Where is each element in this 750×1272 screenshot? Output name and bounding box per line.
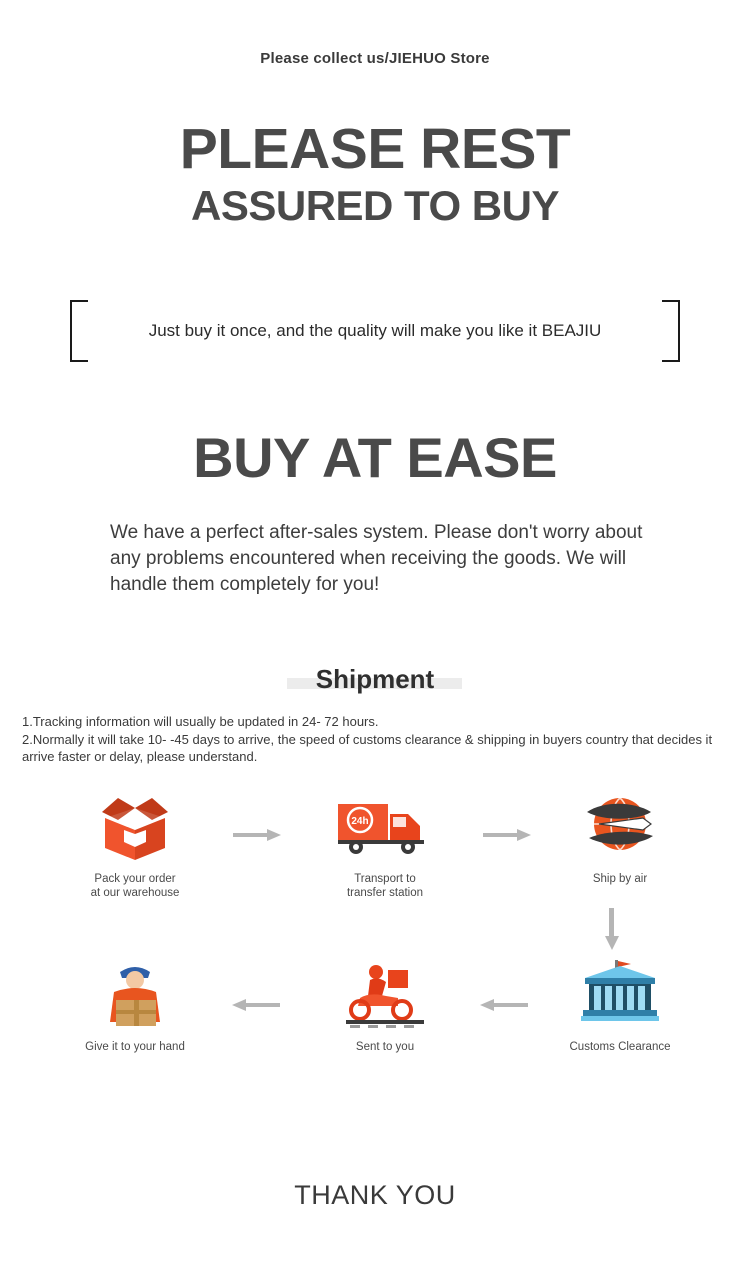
scooter-courier-icon <box>330 958 440 1032</box>
arrow-left-icon <box>232 998 280 1012</box>
flow-step-pack-order <box>40 790 230 900</box>
caption-line-1: Pack your order <box>94 873 176 885</box>
page-title <box>0 118 750 232</box>
flow-step-customs-clearance <box>525 958 715 1054</box>
flow-step-caption <box>40 1040 230 1054</box>
flow-step-give-to-hand <box>40 958 230 1054</box>
page-title-line-1: PLEASE REST <box>179 117 571 181</box>
arrow-down-icon <box>605 908 619 950</box>
arrow-right-icon <box>233 828 281 842</box>
flow-step-sent-to-you <box>290 958 480 1054</box>
caption-line-2: at our warehouse <box>90 887 180 899</box>
flow-step-caption <box>40 872 230 900</box>
caption-line-1: Sent to you <box>355 1041 415 1053</box>
caption-line-1: Transport to <box>354 873 416 885</box>
arrow-left-icon <box>480 998 528 1012</box>
flow-step-caption <box>525 872 715 886</box>
caption-line-1: Give it to your hand <box>85 1041 185 1053</box>
page-title-line-2: ASSURED TO BUY <box>191 182 559 229</box>
shipment-heading <box>0 664 750 695</box>
globe-air-icon <box>565 790 675 864</box>
shipment-flow <box>0 780 750 1080</box>
caption-line-1: Customs Clearance <box>569 1041 671 1053</box>
flow-step-caption <box>290 872 480 900</box>
flow-step-ship-by-air <box>525 790 715 886</box>
svg-text:24h: 24h <box>351 816 369 827</box>
bank-customs-icon <box>565 958 675 1032</box>
open-box-icon <box>80 790 190 864</box>
caption-line-1: Ship by air <box>592 873 648 885</box>
delivery-truck-24h-icon <box>330 790 440 864</box>
flow-step-caption <box>525 1040 715 1054</box>
shipment-notes <box>22 713 728 766</box>
after-sales-paragraph: We have a perfect after-sales system. Please don't worry about any problems encountered when receiving the goods. We will handle them completely for you! <box>110 522 643 595</box>
collect-store-text: Please collect us/JIEHUO Store <box>260 50 490 67</box>
shipment-note-2: 2.Normally it will take 10- -45 days to arrive, the speed of customs clearance & shipping in buyers country that decides it arrive faster or delay, please understand. <box>22 731 713 764</box>
thank-you-text: THANK YOU <box>294 1180 456 1210</box>
flow-step-caption <box>290 1040 480 1054</box>
shipment-heading-text: Shipment <box>315 664 435 694</box>
quote-text: Just buy it once, and the quality will make you like it BEAJIU <box>148 321 602 340</box>
quote-block <box>70 300 680 362</box>
courier-handover-icon <box>80 958 190 1032</box>
buy-at-ease-heading: BUY AT EASE <box>193 426 557 489</box>
flow-step-transport <box>290 790 480 900</box>
caption-line-2: transfer station <box>346 887 424 899</box>
arrow-right-icon <box>483 828 531 842</box>
shipment-note-1: 1.Tracking information will usually be updated in 24- 72 hours. <box>22 714 379 729</box>
